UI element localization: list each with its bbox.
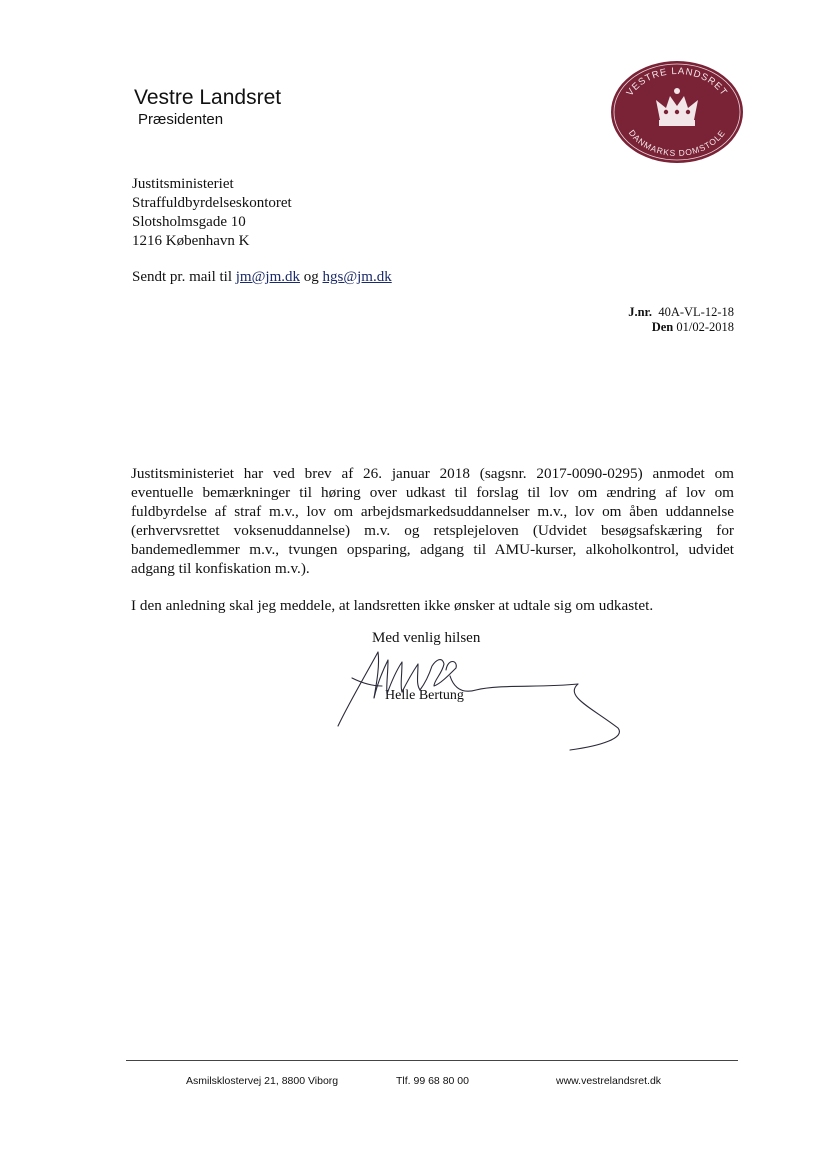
court-name: Vestre Landsret [134,86,282,109]
date-label: Den [651,320,674,334]
recipient-line: Straffuldbyrdelseskontoret [132,195,292,211]
footer-divider [126,1060,738,1061]
sent-joiner: og [303,269,319,285]
date-value: 01/02-2018 [676,320,734,334]
email-link-jm[interactable]: jm@jm.dk [235,269,300,285]
sent-prefix: Sendt pr. mail til [132,269,232,285]
seal-top-text: VESTRE LANDSRET [624,65,730,99]
body-paragraph-2: I den anledning skal jeg meddele, at landsretten ikke ønsker at udtale sig om udkastet. [131,597,654,614]
recipient-address [132,175,292,251]
closing-salutation: Med venlig hilsen [372,630,481,646]
recipient-line: 1216 København K [132,233,250,249]
office-title: Præsidenten [138,111,224,128]
email-link-hgs[interactable]: hgs@jm.dk [322,269,392,285]
sent-line [132,269,392,286]
jnr-value: 40A-VL-12-18 [658,305,734,319]
reference-block [628,305,734,335]
recipient-line: Justitsministeriet [132,176,234,192]
jnr-label: J.nr. [628,305,653,319]
court-seal [610,60,744,164]
seal-bottom-text: DANMARKS DOMSTOLE [626,127,728,159]
recipient-line: Slotsholmsgade 10 [132,214,246,230]
footer-address: Asmilsklostervej 21, 8800 Viborg [186,1075,339,1087]
footer-website[interactable]: www.vestrelandsret.dk [556,1075,662,1087]
body-paragraph-1: Justitsministeriet har ved brev af 26. januar 2018 (sagsnr. 2017-0090-0295) anmodet om eventuelle bemærkninger til høring over udkast til forslag til lov om ændring af lov om fuldbyrdelse af straf m.v., lov om arbejdsmarkedsuddannelser m.v., lov om åben uddannelse (erhvervsrettet voksenuddannelse) m.v. og retsplejeloven (Udvidet besøgsafskæring for bandemedlemmer m.v., tvungen opsparing, adgang til AMU-kurser, alkoholkontrol, udvidet adgang til konfiskation m.v.). [131,465,734,577]
footer-phone: Tlf. 99 68 80 00 [396,1075,469,1087]
signer-name: Helle Bertung [385,688,464,703]
handwritten-signature [330,646,630,756]
